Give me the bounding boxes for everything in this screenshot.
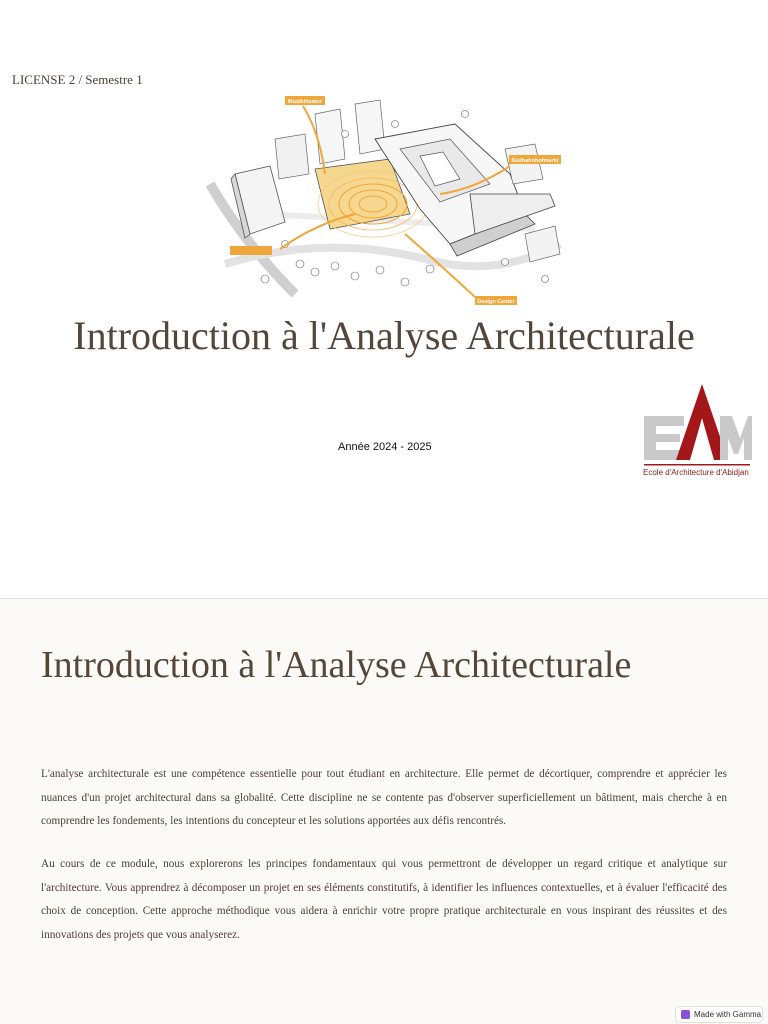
made-with-gamma-badge[interactable] [675, 1006, 763, 1023]
slide2-title: Introduction à l'Analyse Architecturale [41, 644, 632, 686]
academic-year: Année 2024 - 2025 [338, 441, 432, 453]
illustration-label-musiktheater: Musiktheater [288, 99, 322, 105]
school-logo [640, 382, 754, 482]
illustration-label-sudbahnhofmarkt: Südbahnhofmarkt [511, 158, 559, 164]
illustration-label-design-center: Design Center [477, 299, 515, 305]
intro-paragraph-2: Au cours de ce module, nous explorerons les principes fondamentaux qui vous permettront de développer un regard critique et analytique sur l'architecture. Vous apprendrez à décomposer un projet en ses éléments constitutifs, à identifier les influences contextuelles, et à évaluer l'efficacité des choix de conception. Cette approche méthodique vous aidera à enrichir votre propre pratique architecturale en vous inspirant des réussites et des innovations des projets que vous analyserez. [41, 858, 727, 941]
logo-caption: Ecole d'Architecture d'Abidjan [643, 468, 749, 477]
course-subtitle: LICENSE 2 / Semestre 1 [12, 72, 143, 87]
content-slide [0, 599, 768, 1024]
slide1-title: Introduction à l'Analyse Architecturale [73, 313, 695, 358]
intro-paragraph-1: L'analyse architecturale est une compétence essentielle pour tout étudiant en architecture. Elle permet de décortiquer, comprendre et apprécier les nuances d'un projet architectural dans sa globalité. Cette discipline ne se contente pas d'observer superficiellement un bâtiment, mais cherche à en comprendre les fondements, les intentions du concepteur et les solutions apportées aux défis rencontrés. [41, 768, 727, 827]
gamma-icon [681, 1010, 690, 1019]
badge-label: Made with Gamma [694, 1010, 762, 1019]
site-plan-illustration [205, 94, 565, 306]
